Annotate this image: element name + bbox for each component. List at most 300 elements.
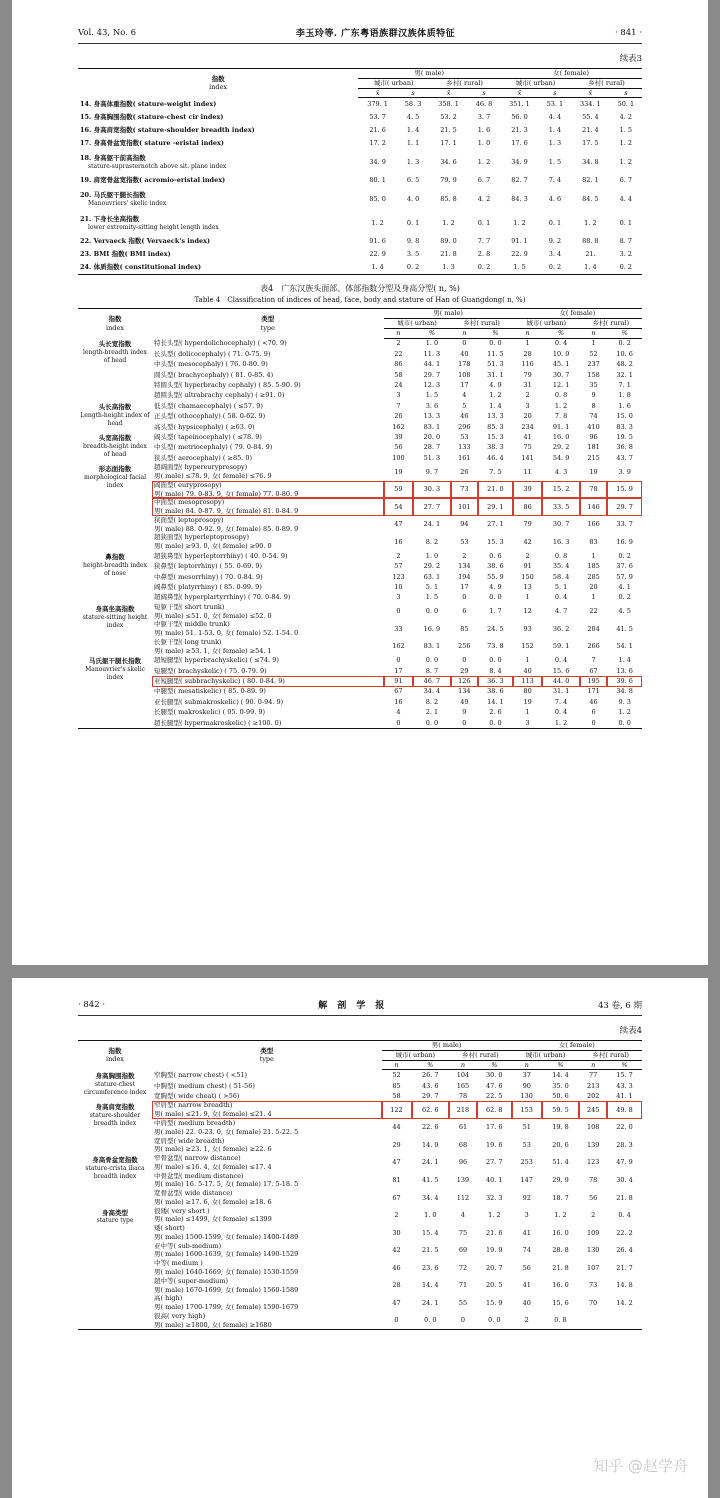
value-cell: 78 bbox=[458, 1091, 468, 1100]
value-cell: 22. 9 bbox=[369, 250, 386, 259]
value-cell: 17. 5 bbox=[582, 139, 599, 148]
value-cell: 51. 4 bbox=[552, 1158, 569, 1167]
value-cell: 50. 1 bbox=[617, 100, 635, 109]
table-row bbox=[78, 1081, 642, 1091]
value-cell: 6. 7 bbox=[477, 176, 491, 185]
value-cell: 9. 2 bbox=[548, 237, 562, 246]
value-cell: 36. 3 bbox=[478, 676, 513, 686]
value-cell: 85. 3 bbox=[487, 422, 504, 431]
value-cell: 19. 6 bbox=[486, 1140, 503, 1149]
value-cell: 0. 2 bbox=[619, 263, 633, 272]
value-cell: 44. 1 bbox=[423, 360, 441, 369]
value-cell: 162 bbox=[392, 422, 405, 431]
value-cell: 59 bbox=[384, 481, 414, 499]
rural-header: 乡村( rural) bbox=[580, 319, 642, 329]
index-category-cn: 身高骨盆宽指数 bbox=[92, 1156, 138, 1165]
n-header: n bbox=[382, 1060, 412, 1070]
type-cell bbox=[152, 1070, 382, 1081]
value-cell: 73. 8 bbox=[487, 642, 504, 651]
value-cell: 34. 8 bbox=[582, 157, 599, 166]
value-cell: 27. 1 bbox=[487, 520, 504, 529]
type-name: 超狭鼻型( hyperleptorrhiny) ( 40. 0-54. 9) bbox=[154, 551, 288, 560]
value-cell: 1. 0 bbox=[425, 339, 439, 348]
value-cell: 51. 3 bbox=[487, 360, 504, 369]
index-category-en: breadth-height index of head bbox=[83, 442, 147, 458]
value-cell: 0. 4 bbox=[554, 593, 568, 602]
type-range: 男( male) ≥23. 1, 女( female) ≥22. 6 bbox=[154, 1145, 272, 1154]
rural-header: 乡村( rural) bbox=[429, 78, 500, 88]
value-cell: 58 bbox=[392, 1091, 401, 1100]
table-4-title-en: Table 4 Classification of indices of head, face, body and stature of Han of Guangdong( n, %) bbox=[194, 296, 526, 305]
table-row bbox=[78, 1091, 642, 1101]
value-cell: 215 bbox=[587, 453, 600, 462]
type-cell bbox=[152, 463, 384, 481]
value-cell: 21. 0 bbox=[478, 481, 513, 499]
type-cell bbox=[152, 666, 384, 676]
value-cell: 56 bbox=[394, 443, 403, 452]
value-cell: 7. 5 bbox=[489, 467, 502, 476]
index-category-en: Manouvrier's skelic index bbox=[85, 666, 145, 682]
index-header-en: index bbox=[209, 83, 228, 92]
type-cell bbox=[152, 603, 384, 621]
table-row bbox=[78, 401, 642, 411]
index-category bbox=[78, 401, 152, 432]
row-label bbox=[78, 98, 358, 112]
value-cell: 44. 0 bbox=[542, 676, 579, 686]
value-cell: 101 bbox=[451, 498, 479, 516]
row-label bbox=[78, 137, 358, 150]
value-cell: 245 bbox=[579, 1101, 607, 1119]
table-row bbox=[78, 150, 642, 174]
value-cell: 55 bbox=[458, 1298, 468, 1307]
type-range: 男( male) 22. 0-23. 0, 女( female) 21. 5-22. 5 bbox=[154, 1127, 299, 1136]
type-range: 男( male) ≥53. 1, 女( female) ≥54. 1 bbox=[154, 646, 272, 655]
index-header bbox=[78, 309, 152, 338]
table-row bbox=[78, 603, 642, 621]
value-cell: 266 bbox=[587, 642, 600, 651]
value-cell: 0. 2 bbox=[618, 593, 631, 602]
value-cell: 20. 5 bbox=[486, 1281, 503, 1290]
value-cell: 133 bbox=[458, 443, 471, 452]
value-cell: 63. 1 bbox=[423, 572, 441, 581]
type-name: 中躯干型( middle trunk) bbox=[154, 620, 230, 629]
type-range: 男( male) 51. 1-53. 0, 女( female) 52. 1-54. 0 bbox=[154, 629, 299, 638]
value-cell: 4 bbox=[396, 708, 401, 717]
value-cell: 139 bbox=[586, 1140, 600, 1149]
value-cell: 0 bbox=[396, 607, 401, 616]
value-cell: 4. 2 bbox=[477, 194, 491, 203]
table-row bbox=[78, 655, 642, 665]
table-4-title: 表4 广东汉族头面部、体部指数分型及身高分型( n, %) bbox=[260, 284, 460, 294]
value-cell: 16 bbox=[394, 537, 403, 546]
type-range: 男( male) 1500-1599, 女( female) 1400-1489 bbox=[154, 1232, 299, 1241]
value-cell: 3. 5 bbox=[406, 250, 420, 259]
type-name: 特长头型( hyperdolichocephaly) ( <70. 9) bbox=[154, 339, 287, 348]
value-cell: 40 bbox=[460, 349, 469, 358]
volume-info: Vol. 43, No. 6 bbox=[78, 27, 137, 38]
journal-page-841 bbox=[12, 0, 708, 965]
type-cell bbox=[152, 551, 384, 561]
value-cell: 24 bbox=[394, 380, 403, 389]
value-cell: 18. 7 bbox=[552, 1193, 569, 1202]
table-row bbox=[78, 551, 642, 561]
pct-header: % bbox=[607, 1060, 642, 1070]
value-cell: 16. 9 bbox=[423, 624, 441, 633]
pct-header: % bbox=[607, 328, 642, 338]
value-cell: 14. 4 bbox=[552, 1071, 569, 1080]
value-cell: 8. 7 bbox=[619, 237, 633, 246]
table-row bbox=[78, 638, 642, 656]
value-cell: 47. 9 bbox=[616, 1158, 633, 1167]
type-name: 很矮( very short ) bbox=[154, 1206, 210, 1215]
value-cell: 2. 8 bbox=[477, 250, 491, 259]
value-cell: 7. 4 bbox=[554, 697, 568, 706]
value-cell: 108 bbox=[586, 1123, 600, 1132]
row-label-cn: 17. 身高骨盆宽指数( stature -eristal index) bbox=[80, 139, 224, 148]
value-cell: 1. 7 bbox=[489, 607, 502, 616]
value-cell: 15. 7 bbox=[616, 1071, 633, 1080]
type-cell bbox=[152, 443, 384, 453]
value-cell: 19 bbox=[394, 467, 403, 476]
type-range: 男( male) 1640-1669, 女( female) 1530-1559 bbox=[154, 1268, 299, 1277]
value-cell: 41. 5 bbox=[422, 1175, 439, 1184]
value-cell: 38. 3 bbox=[487, 443, 504, 452]
value-cell: 171 bbox=[587, 687, 600, 696]
row-label bbox=[78, 211, 358, 235]
value-cell: 2 bbox=[525, 391, 530, 400]
table-row bbox=[78, 443, 642, 453]
table-row bbox=[78, 1189, 642, 1207]
value-cell: 29 bbox=[460, 666, 469, 675]
type-name: 超短腿型( hyperbrachyskelic) ( ≤74. 9) bbox=[154, 656, 279, 665]
value-cell: 43. 3 bbox=[616, 1081, 633, 1090]
value-cell: 14. 4 bbox=[422, 1281, 439, 1290]
type-name: 长躯干型( long trunk) bbox=[154, 637, 222, 646]
value-cell: 34. 9 bbox=[369, 157, 386, 166]
type-range: 男( male) ≤78. 9, 女( female) ≤76. 9 bbox=[154, 472, 272, 481]
index-category-cn: 头宽高指数 bbox=[98, 434, 132, 443]
table-row bbox=[78, 137, 642, 150]
value-cell: 4. 2 bbox=[619, 113, 633, 122]
table-row bbox=[78, 261, 642, 275]
value-cell: 28 bbox=[523, 349, 532, 358]
type-cell bbox=[152, 620, 384, 638]
index-category bbox=[78, 551, 152, 603]
value-cell: 74 bbox=[589, 412, 598, 421]
type-cell bbox=[152, 370, 384, 380]
male-header: 男( male) bbox=[382, 1041, 512, 1051]
index-category-cn: 身高胸围指数 bbox=[95, 1071, 135, 1080]
value-cell: 11. 3 bbox=[423, 349, 441, 358]
index-category-en: stature-crista iliaca breadth index bbox=[85, 1164, 145, 1180]
value-cell: 40. 1 bbox=[486, 1175, 503, 1184]
value-cell: 9. 7 bbox=[425, 467, 439, 476]
table-row bbox=[78, 248, 642, 261]
value-cell: 4. 3 bbox=[554, 467, 568, 476]
table-row bbox=[78, 1101, 642, 1119]
value-cell: 1 bbox=[525, 708, 530, 717]
value-cell: 13. 3 bbox=[423, 412, 441, 421]
value-cell: 46 bbox=[460, 412, 469, 421]
value-cell: 8. 2 bbox=[425, 697, 439, 706]
type-cell bbox=[152, 338, 384, 349]
value-cell: 55. 4 bbox=[582, 113, 599, 122]
value-cell: 38. 6 bbox=[487, 562, 504, 571]
value-cell: 3. 2 bbox=[619, 250, 633, 259]
type-cell bbox=[152, 582, 384, 592]
row-label-en: Manouvriers' skelic index bbox=[88, 199, 167, 207]
value-cell: 58. 3 bbox=[404, 100, 422, 109]
value-cell: 40 bbox=[523, 666, 532, 675]
value-cell: 17. 2 bbox=[369, 139, 386, 148]
table-row bbox=[78, 211, 642, 235]
value-cell: 67 bbox=[589, 666, 598, 675]
value-cell: 24. 5 bbox=[487, 624, 504, 633]
type-header-cn: 类型 bbox=[260, 1046, 274, 1055]
table-row bbox=[78, 1154, 642, 1172]
value-cell: 0. 0 bbox=[425, 656, 439, 665]
type-cell bbox=[152, 1172, 382, 1190]
value-cell: 91. 1 bbox=[552, 422, 570, 431]
row-label-cn: 21. 下身长坐高指数 bbox=[80, 214, 140, 223]
type-cell bbox=[152, 1294, 382, 1312]
value-cell: 78 bbox=[589, 1175, 598, 1184]
value-cell: 52 bbox=[589, 349, 598, 358]
value-cell: 0. 2 bbox=[618, 339, 631, 348]
value-cell: 4. 5 bbox=[618, 607, 631, 616]
value-cell: 104 bbox=[456, 1071, 470, 1080]
type-name: 窄肩型( narrow breadth) bbox=[154, 1101, 233, 1110]
value-cell: 0. 4 bbox=[554, 656, 568, 665]
type-name: 亚中等( sub-medium) bbox=[154, 1241, 222, 1250]
value-cell: 20. 0 bbox=[423, 432, 441, 441]
value-cell: 52 bbox=[392, 1071, 401, 1080]
type-cell bbox=[152, 1224, 382, 1242]
table-row bbox=[78, 718, 642, 729]
type-range: 男( male) 84. 0-87. 9, 女( female) 81. 0-84. 9 bbox=[154, 507, 299, 516]
value-cell: 91. 1 bbox=[511, 237, 528, 246]
value-cell: 21. 7 bbox=[616, 1263, 633, 1272]
continued-label: 续表3 bbox=[619, 54, 642, 64]
value-cell: 12. 1 bbox=[552, 380, 570, 389]
value-cell: 107 bbox=[586, 1263, 600, 1272]
value-cell: 42 bbox=[523, 537, 532, 546]
value-cell: 379. 1 bbox=[367, 100, 388, 109]
value-cell: 185 bbox=[587, 562, 600, 571]
value-cell: 41. 5 bbox=[616, 624, 633, 633]
type-name: 宽胸型( wide cheat) ( >56) bbox=[154, 1091, 240, 1100]
value-cell: 8. 4 bbox=[489, 666, 502, 675]
mean-header: x̄ bbox=[358, 88, 397, 98]
pct-header: % bbox=[478, 328, 513, 338]
type-name: 高头型( hypsicephaly) ( ≥63. 0) bbox=[154, 422, 255, 431]
type-cell bbox=[152, 391, 384, 401]
row-label-en: lower extremity-sitting height length index bbox=[88, 223, 219, 231]
pct-header: % bbox=[542, 328, 579, 338]
value-cell: 28. 8 bbox=[552, 1246, 569, 1255]
value-cell: 0. 0 bbox=[489, 593, 502, 602]
value-cell: 11. 5 bbox=[487, 349, 504, 358]
value-cell: 2 bbox=[524, 1316, 529, 1325]
value-cell: 56. 0 bbox=[511, 113, 528, 122]
value-cell: 83. 3 bbox=[616, 422, 633, 431]
type-cell bbox=[152, 453, 384, 463]
type-range: 男( male) ≥1800, 女( female) ≥1680 bbox=[154, 1320, 272, 1329]
index-category-cn: 马氏躯干腿长指数 bbox=[89, 657, 141, 666]
value-cell: 73 bbox=[589, 1281, 598, 1290]
value-cell: 253 bbox=[520, 1158, 533, 1167]
n-header: n bbox=[449, 1060, 477, 1070]
type-cell bbox=[152, 1119, 382, 1137]
value-cell: 0 bbox=[462, 718, 467, 727]
value-cell: 54. 1 bbox=[616, 642, 633, 651]
table-row bbox=[78, 124, 642, 137]
urban-header: 城市( urban) bbox=[384, 319, 451, 329]
value-cell: 6 bbox=[462, 607, 467, 616]
table-row bbox=[78, 533, 642, 551]
value-cell: 0. 0 bbox=[489, 656, 502, 665]
value-cell: 147 bbox=[520, 1175, 533, 1184]
value-cell: 161 bbox=[458, 453, 471, 462]
value-cell: 4. 9 bbox=[489, 380, 502, 389]
value-cell: 2 bbox=[394, 1211, 399, 1220]
value-cell: 4. 1 bbox=[618, 582, 631, 591]
value-cell: 1. 2 bbox=[477, 157, 491, 166]
value-cell: 100 bbox=[392, 453, 405, 462]
value-cell: 218 bbox=[449, 1101, 477, 1119]
index-header-cn: 指数 bbox=[108, 314, 122, 323]
value-cell: 150 bbox=[521, 572, 534, 581]
value-cell: 19 bbox=[589, 467, 598, 476]
value-cell: 82. 1 bbox=[582, 176, 599, 185]
value-cell: 7. 8 bbox=[554, 412, 568, 421]
type-range: 男( male) ≤51. 0, 女( female) ≤52. 0 bbox=[154, 611, 272, 620]
type-cell bbox=[152, 561, 384, 571]
index-header-cn: 指数 bbox=[108, 1046, 122, 1055]
row-label-cn: 20. 马氏躯干腿长指数 bbox=[80, 190, 146, 199]
row-label bbox=[78, 174, 358, 187]
pct-header: % bbox=[542, 1060, 580, 1070]
value-cell: 29. 2 bbox=[423, 562, 441, 571]
n-header: n bbox=[384, 328, 414, 338]
table-row bbox=[78, 98, 642, 112]
value-cell: 40 bbox=[522, 1298, 531, 1307]
value-cell: 1. 6 bbox=[477, 126, 491, 135]
value-cell: 2. 1 bbox=[425, 708, 439, 717]
value-cell: 1. 4 bbox=[406, 126, 420, 135]
value-cell: 46. 4 bbox=[487, 453, 504, 462]
value-cell: 35. 4 bbox=[552, 562, 570, 571]
value-cell: 34. 4 bbox=[423, 687, 441, 696]
value-cell: 83. 1 bbox=[423, 642, 441, 651]
value-cell: 0. 8 bbox=[554, 551, 568, 560]
value-cell: 9. 8 bbox=[406, 237, 420, 246]
type-name: 超狭面型( hyperleptoprosopy) bbox=[154, 533, 249, 542]
value-cell: 47 bbox=[394, 520, 403, 529]
value-cell: 15. 9 bbox=[607, 481, 642, 499]
value-cell: 20. 7 bbox=[486, 1263, 503, 1272]
female-header: 女( female) bbox=[513, 309, 642, 319]
index-category bbox=[78, 1154, 152, 1207]
value-cell: 14. 1 bbox=[487, 697, 504, 706]
value-cell: 78 bbox=[580, 481, 608, 499]
type-name: 窄骨盆型( narrow distance) bbox=[154, 1154, 241, 1163]
value-cell: 83 bbox=[589, 537, 598, 546]
index-category-cn: 头长高指数 bbox=[98, 402, 132, 411]
type-cell bbox=[152, 1242, 382, 1260]
value-cell: 79 bbox=[523, 370, 532, 379]
watermark: 知乎 @赵学舟 bbox=[593, 1457, 688, 1475]
table-row bbox=[78, 1172, 642, 1190]
index-category-en: stature-chest circumference index bbox=[83, 1080, 147, 1096]
value-cell: 56 bbox=[522, 1263, 531, 1272]
value-cell: 130 bbox=[520, 1091, 533, 1100]
row-label-cn: 18. 身高躯干前高指数 bbox=[80, 153, 146, 162]
female-header: 女( female) bbox=[500, 69, 642, 79]
value-cell: 0 bbox=[460, 1316, 466, 1325]
type-name: 圆头型( brachycephaly) ( 81. 0-85. 4) bbox=[154, 370, 274, 379]
value-cell: 162 bbox=[392, 642, 405, 651]
value-cell: 1. 2 bbox=[371, 218, 384, 227]
value-cell: 5 bbox=[462, 401, 467, 410]
type-name: 中头型( metriocephaly) ( 79. 0-84. 9) bbox=[154, 443, 273, 452]
value-cell: 62. 6 bbox=[412, 1101, 450, 1119]
index-category bbox=[78, 338, 152, 401]
value-cell: 54 bbox=[384, 498, 414, 516]
type-range: 男( male) 88. 0-92. 9, 女( female) 85. 0-89. 9 bbox=[154, 524, 299, 533]
value-cell: 122 bbox=[382, 1101, 412, 1119]
value-cell: 33. 7 bbox=[616, 520, 633, 529]
value-cell: 43. 6 bbox=[422, 1081, 439, 1090]
rural-header: 乡村( rural) bbox=[451, 319, 513, 329]
value-cell: 58 bbox=[394, 370, 403, 379]
row-label bbox=[78, 150, 358, 174]
value-cell: 3. 9 bbox=[618, 467, 631, 476]
row-label-cn: 23. BMI 指数( BMI index) bbox=[80, 250, 171, 259]
value-cell: 21. 3 bbox=[511, 126, 528, 135]
value-cell: 0. 0 bbox=[425, 718, 439, 727]
value-cell: 2. 6 bbox=[489, 708, 502, 717]
table-row bbox=[78, 187, 642, 211]
value-cell: 13. 6 bbox=[616, 666, 633, 675]
value-cell: 53. 1 bbox=[546, 100, 564, 109]
value-cell: 4. 5 bbox=[406, 113, 420, 122]
type-range: 男( male) ≤1499, 女( female) ≤1399 bbox=[154, 1215, 272, 1224]
type-range: 男( male) 16. 5-17. 5, 女( female) 17. 5-18. 5 bbox=[154, 1180, 299, 1189]
mean-header: x̄ bbox=[429, 88, 468, 98]
value-cell: 3. 7 bbox=[477, 113, 491, 122]
table-row bbox=[78, 1224, 642, 1242]
sd-header: s bbox=[397, 88, 429, 98]
value-cell: 234 bbox=[521, 422, 534, 431]
value-cell: 22 bbox=[589, 607, 598, 616]
value-cell: 22. 2 bbox=[616, 1228, 633, 1237]
journal-page-842 bbox=[12, 978, 708, 1498]
value-cell: 84. 3 bbox=[511, 194, 528, 203]
value-cell: 91 bbox=[384, 676, 414, 686]
type-name: 超阔面型( hypereuryprosopy) bbox=[154, 463, 248, 472]
value-cell: 9 bbox=[591, 391, 596, 400]
value-cell: 16. 0 bbox=[552, 432, 570, 441]
value-cell: 21. bbox=[585, 250, 596, 259]
value-cell: 53 bbox=[460, 432, 469, 441]
value-cell: 4. 9 bbox=[489, 582, 502, 591]
table-row bbox=[78, 338, 642, 349]
type-cell bbox=[152, 1312, 382, 1330]
page-number: · 842 · bbox=[78, 999, 106, 1010]
type-header-en: type bbox=[259, 1055, 274, 1064]
value-cell: 34. 4 bbox=[422, 1193, 439, 1202]
